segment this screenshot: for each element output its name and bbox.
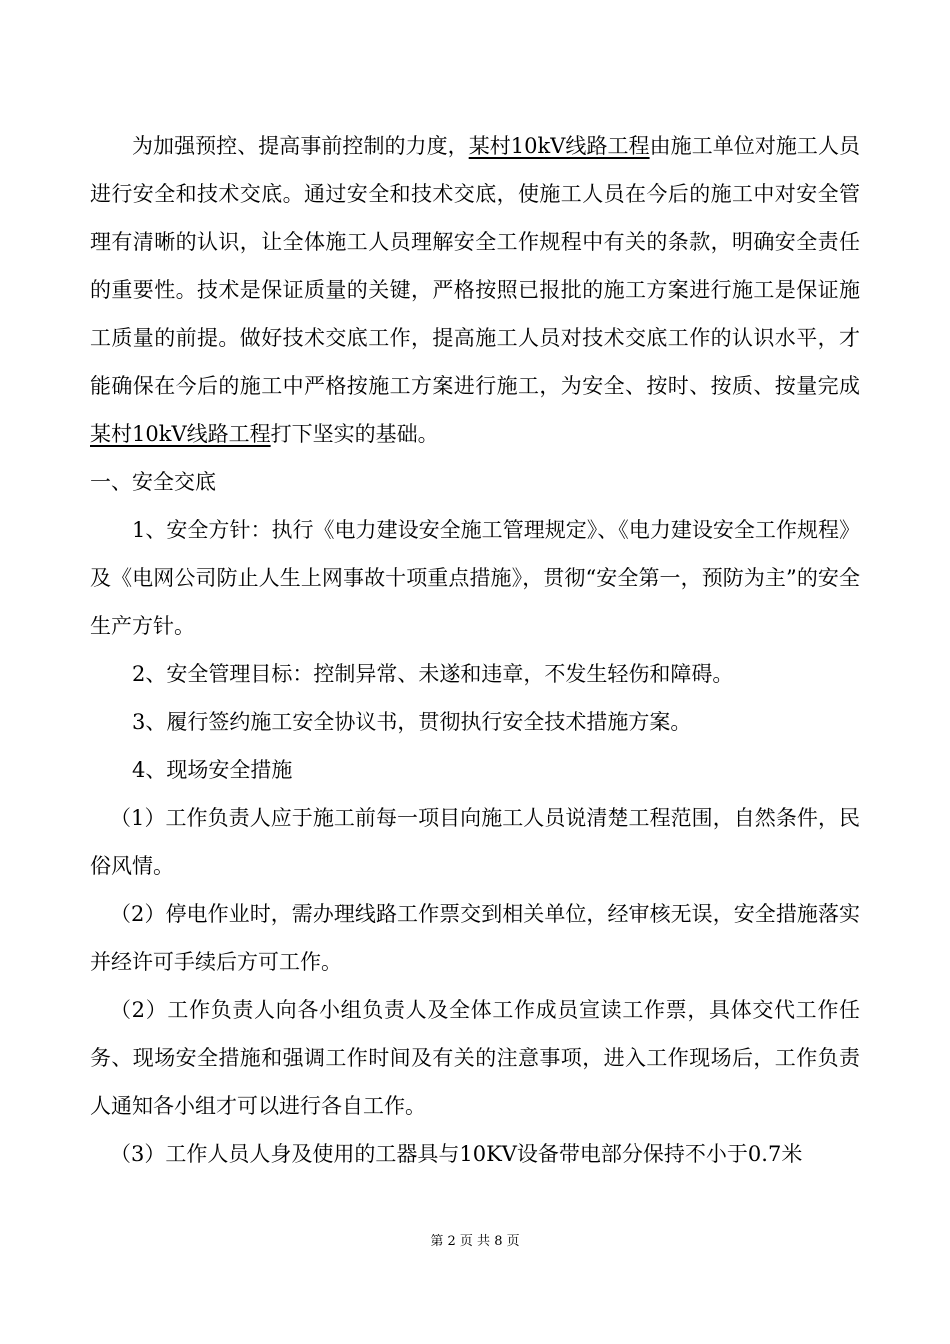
intro-text-2: 由施工单位对施工人员进行安全和技术交底。通过安全和技术交底，使施工人员在今后的施工中对安全管理有清晰的认识，让全体施工人员理解安全工作规程中有关的条款，明确安全责任的重要性。技术是保证质量的关键，严格按照已报批的施工方案进行施工是保证施工质量的前提。做好技术交底工作，提高施工人员对技术交底工作的认识水平，才能确保在今后的施工中严格按施工方案进行施工，为安全、按时、按质、按量完成 xyxy=(90,134,860,398)
measure-item-3: （3）工作人员人身及使用的工器具与10KV设备带电部分保持不小于0.7米 xyxy=(110,1142,803,1166)
measure-item-2: （2）停电作业时，需办理线路工作票交到相关单位，经审核无误，安全措施落实并经许可手续后方可工作。 xyxy=(90,902,860,974)
list-item-site-measures: 4、现场安全措施 xyxy=(132,758,293,782)
project-name-link-2: 某村10kV线路工程 xyxy=(90,422,271,446)
intro-text-1: 为加强预控、提高事前控制的力度， xyxy=(132,134,469,158)
section-heading-safety: 一、安全交底 xyxy=(90,470,216,494)
page-number-footer: 第 2 页 共 8 页 xyxy=(430,1234,520,1249)
list-item-safety-goal: 2、安全管理目标：控制异常、未遂和违章，不发生轻伤和障碍。 xyxy=(132,662,734,686)
measure-item-1: （1）工作负责人应于施工前每一项目向施工人员说清楚工程范围，自然条件，民俗风情。 xyxy=(90,806,860,878)
intro-text-3: 打下坚实的基础。 xyxy=(270,422,439,446)
measure-item-2b: （2）工作负责人向各小组负责人及全体工作成员宣读工作票，具体交代工作任务、现场安全措施和强调工作时间及有关的注意事项，进入工作现场后，工作负责人通知各小组才可以进行各自工作。 xyxy=(90,998,860,1118)
document-body xyxy=(90,122,860,1178)
list-item-safety-policy: 1、安全方针：执行《电力建设安全施工管理规定》、《电力建设安全工作规程》及《电网公司防止人生上网事故十项重点措施》，贯彻“安全第一，预防为主”的安全生产方针。 xyxy=(90,518,860,638)
project-name-link-1: 某村10kV线路工程 xyxy=(468,134,650,158)
list-item-safety-agreement: 3、履行签约施工安全协议书，贯彻执行安全技术措施方案。 xyxy=(132,710,692,734)
intro-paragraph xyxy=(90,122,860,458)
